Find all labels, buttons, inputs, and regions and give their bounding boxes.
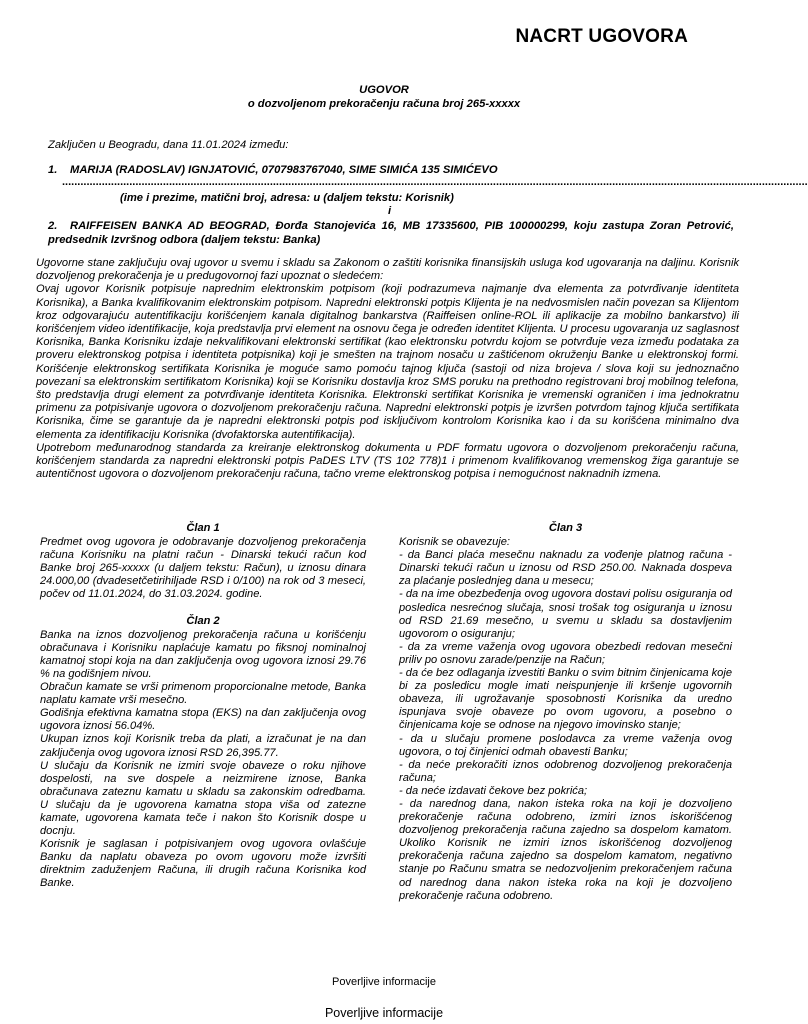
- article-2-paragraph: Korisnik je saglasan i potpisivanjem ovog ugovora ovlašćuje Banku da naplatu obaveza po ovom ugovoru može izvršiti direktnim zaduženjem Računa, ili drugih računa Korisnika kod Banke.: [40, 838, 366, 890]
- article-3-paragraph: - da narednog dana, nakon isteka roka na koji je dozvoljeno prekoračenje računa odobreno, izmiri iznos iskorišćenog dozvoljenog prekoračenja računa zajedno sa dospelom kamatom. Ukoliko Korisnik ne izmiri iznos iskorišćenog dozvoljenog prekoračenja računa zajedno sa dospelom kamatom, negativno stanje po Računu smatra se nedozvoljenim prekoračenjem računa od narednog dana nakon isteka roka na koji je dozvoljeno prekoračenje računa odobreno.: [399, 797, 732, 902]
- party-1-dotted-line: ....................................................................................................................................................................................................................................................: [62, 176, 808, 188]
- contract-title-line1: UGOVOR: [359, 84, 409, 96]
- party-1-note: (ime i prezime, matični broj, adresa: u (daljem tekstu: Korisnik): [120, 192, 454, 204]
- party-1-number: 1.: [48, 164, 58, 176]
- article-3-paragraph: - da na ime obezbeđenja ovog ugovora dostavi polisu osiguranja od posledica nesrećnog slučaja, snosi trošak tog osiguranja u iznosu od RSD 21.69 mesečno, u svemu u skladu sa dostavljenim ugovorom o osiguranju;: [399, 588, 732, 640]
- intro-section: [36, 257, 739, 481]
- intro-paragraph: Ovaj ugovor Korisnik potpisuje naprednim elektronskim potpisom (koji podrazumeva najmanje dva elementa za potvrđivanje identiteta Korisnika), a Banka kvalifikovanim elektronskim potpisom. Napredni elektronski potpis Klijenta je na nedvosmislen način povezan sa Klijentom kroz odgovarajuću autentifikaciju korišćenjem kanala digitalnog bankarstva (Raiffeisen online-ROL ili aplikacije za mobilno bankarstvo) ili korišćenjem video identifikacije, koja predstavlja prvi element na osnovu čega je određen identitet Klijenta. U procesu ugovaranja uz saglasnost Korisnika, Banka Korisniku izdaje nekvalifikovani elektronski sertifikat (kao elektronsku potvrdu kojom se potvrđuje veza između podataka za proveru elektronskog potpisa i identiteta potpisnika) koji je smešten na trajnom nosaču u zaštićenom okruženju Banke u elektronskoj formi. Korišćenje elektronskog sertifikata Korisnika je moguće samo pomoću tajnog ključa (sastoji od niza brojeva / slova koji su jednoznačno povezani sa elektronskim sertifikatom Korisnika) koji se Korisniku dostavlja kroz SMS poruku na prethodno registrovani broj mobilnog telefona, što predstavlja drugi element za potvrđivanje identiteta Korisnika. Elektronski sertifikat Korisnika je vremenski ograničen i ima jednokratnu primenu za potpisivanje ugovora o dozvoljenom prekoračenju računa. Napredni elektronski potpis je izvršen potvrdom tajnog ključa sertifikata Korisnika, čime se garantuje da je napredni elektronski potpis pod isključivom kontrolom Korisnika kao i da su korišćena minimalno dva elementa za identifikaciju Korisnika (dvofaktorska autentifikacija).: [36, 283, 740, 441]
- party-1-text: MARIJA (RADOSLAV) IGNJATOVIĆ, 0707983767040, SIME SIMIĆA 135 SIMIĆEVO: [70, 164, 498, 176]
- intro-paragraph: Upotrebom međunarodnog standarda za kreiranje elektronskog dokumenta u PDF formatu ugovora o dozvoljenom prekoračenju računa, korišćenjem standarda za napredni elektronski potpis PaDES LTV (TS 102 778)1 i primenom kvalifikovanog vremenskog žiga garantuje se autentičnost ugovora o dozvoljenom prekoračenju računa, tačno vreme elektronskog potpisa i nemogućnost naknadnih izmena.: [36, 441, 739, 481]
- article-1-title: Član 1: [186, 522, 220, 534]
- article-1-text: Predmet ovog ugovora je odobravanje dozvoljenog prekoračenja računa Korisniku na platni račun - Dinarski tekući račun kod Banke broj 265-xxxxx (u daljem tekstu: Račun), u iznosu dinara 24.000,00 (dvadesetčetirihiljade RSD i 0/100) na rok od 3 meseci, počev od 11.01.2024, do 31.03.2024. godine.: [40, 536, 366, 601]
- article-2-paragraph: Ukupan iznos koji Korisnik treba da plati, a izračunat je na dan zaključenja ovog ugovora iznosi RSD 26,395.77.: [40, 733, 366, 759]
- draft-label: NACRT UGOVORA: [515, 26, 688, 47]
- article-3-paragraph: - da u slučaju promene poslodavca za vreme važenja ovog ugovora, o toj činjenici odmah obavesti Banku;: [399, 732, 732, 758]
- article-2-paragraph: Godišnja efektivna kamatna stopa (EKS) na dan zaključenja ovog ugovora iznosi 56.04%.: [40, 707, 366, 733]
- party-2-text: RAIFFEISEN BANKA AD BEOGRAD, Đorđa Stanojevića 16, MB 17335600, PIB 100000299, koju zastupa Zoran Petrović, predsednik Izvršnog odbora (dalјem tekstu: Banka): [48, 220, 734, 246]
- article-3-paragraph: - da Banci plaća mesečnu naknadu za vođenje platnog računa - Dinarski tekući račun u iznosu od RSD 250.00. Naknada dospeva za plaćanje poslednjeg dana u mesecu;: [399, 549, 732, 588]
- contract-title-line2: o dozvoljenom prekoračenju računa broj 265-xxxxx: [247, 98, 521, 110]
- contract-title: [0, 83, 768, 111]
- article-3-paragraph: - da će bez odlaganja izvestiti Banku o svim bitnim činjenicama koje bi za posledicu mogle imati neispunjenje ili kršenje ugovornih obaveza, ili ugrožavanje sposobnosti Korisnika da uredno ispunjava svoje obaveze po ovom ugovoru, a posebno o činjenicama koje se odnose na njegovo imovinsko stanje;: [399, 667, 732, 732]
- intro-paragraph: Ugovorne stane zaključuju ovaj ugovor u svemu i skladu sa Zakonom o zaštiti korisnika finansijskih usluga kod ugovaranja na daljinu. Korisnik dozvoljenog prekoračenja je u predugovornoj fazi upoznat o sledećem:: [36, 257, 739, 283]
- concluded-line: Zaključen u Beogradu, dana 11.01.2024 između:: [48, 139, 289, 151]
- party-2-number: 2.: [48, 220, 58, 232]
- parties-conjunction: i: [388, 205, 392, 217]
- article-3-paragraph: Korisnik se obavezuje:: [399, 536, 510, 549]
- right-column: [399, 522, 732, 903]
- article-2-paragraph: Obračun kamate se vrši primenom proporcionalne metode, Banka naplatu kamate vrši mesečno.: [40, 681, 366, 707]
- party-1: [48, 164, 498, 176]
- article-3-paragraph: - da za vreme važenja ovog ugovora obezbedi redovan mesečni priliv po osnovu zarade/penzije na Račun;: [399, 640, 732, 666]
- article-2-title: Član 2: [186, 614, 220, 627]
- article-2-paragraph: Banka na iznos dozvoljenog prekoračenja računa u korišćenju obračunava i Korisniku naplaćuje kamatu po fiksnoj nominalnoj kamatnoj stopi koja na dan zaključenja ovog ugovora iznosi 29.76 % na godišnjem nivou.: [40, 628, 366, 680]
- confidential-label: Poverljive informacije: [332, 976, 436, 988]
- article-3-paragraph: - da neće prekoračiti iznos odobrenog dozvoljenog prekoračenja računa;: [399, 758, 732, 784]
- article-3-title: Član 3: [548, 522, 583, 534]
- left-column: [40, 522, 366, 891]
- confidential-label-bottom: Poverljive informacije: [324, 1006, 444, 1020]
- article-3-paragraph: - da neće izdavati čekove bez pokrića;: [399, 784, 588, 797]
- party-2: [48, 219, 734, 247]
- article-2-paragraph: U slučaju da Korisnik ne izmiri svoje obaveze o roku njihove dospelosti, na sve dospele a neizmirene iznose, Banka obračunava zateznu kamatu u skladu sa zakonskim odredbama. U slučaju da je ugovorena kamatna stopa viša od zatezne kamate, ugovorena kamata teče i nakon što Korisnik dospe u docnju.: [40, 759, 366, 838]
